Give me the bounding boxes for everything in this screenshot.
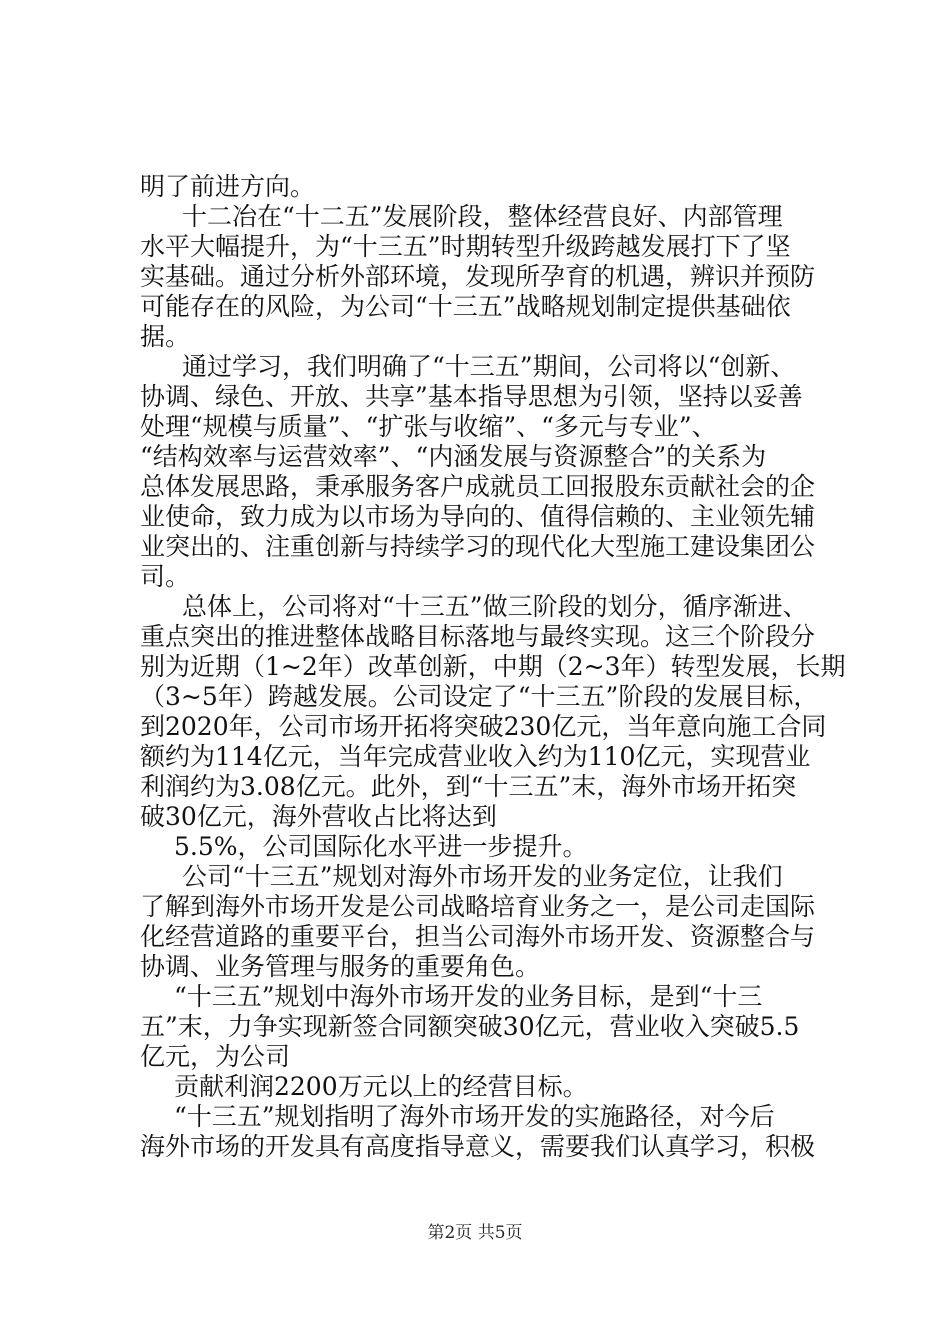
- paragraph-line: 业使命，致力成为以市场为导向的、值得信赖的、主业领先辅: [140, 502, 816, 531]
- paragraph-line: 贡献利润2200万元以上的经营目标。: [174, 1072, 588, 1101]
- paragraph-line: 可能存在的风险，为公司“十三五”战略规划制定提供基础依: [140, 292, 791, 321]
- paragraph-line: 通过学习，我们明确了“十三五”期间，公司将以“创新、: [182, 352, 796, 381]
- paragraph-line: 别为近期（1~2年）改革创新，中期（2~3年）转型发展，长期: [140, 652, 846, 681]
- paragraph-line: 亿元，为公司: [140, 1042, 291, 1071]
- paragraph-line: “十三五”规划指明了海外市场开发的实施路径，对今后: [174, 1102, 775, 1131]
- paragraph-line: 海外市场的开发具有高度指导意义，需要我们认真学习，积极: [140, 1132, 816, 1161]
- paragraph-line: 公司“十三五”规划对海外市场开发的业务定位，让我们: [182, 862, 783, 891]
- paragraph-line: 了解到海外市场开发是公司战略培育业务之一，是公司走国际: [140, 892, 816, 921]
- paragraph-line: 据。: [140, 322, 191, 351]
- paragraph-line: 总体上，公司将对“十三五”做三阶段的划分，循序渐进、: [182, 592, 808, 621]
- paragraph-line: 重点突出的推进整体战略目标落地与最终实现。这三个阶段分: [140, 622, 816, 651]
- paragraph-line: “结构效率与运营效率”、“内涵发展与资源整合”的关系为: [140, 442, 767, 471]
- paragraph-line: 到2020年，公司市场开拓将突破230亿元，当年意向施工合同: [140, 712, 827, 741]
- paragraph-line: “十三五”规划中海外市场开发的业务目标，是到“十三: [174, 982, 763, 1011]
- paragraph-line: 总体发展思路，秉承服务客户成就员工回报股东贡献社会的企: [140, 472, 816, 501]
- paragraph-line: 明了前进方向。: [140, 172, 316, 201]
- paragraph-line: 水平大幅提升，为“十三五”时期转型升级跨越发展打下了坚: [140, 232, 791, 261]
- paragraph-line: 五”末，力争实现新签合同额突破30亿元，营业收入突破5.5: [140, 1012, 800, 1041]
- paragraph-line: 业突出的、注重创新与持续学习的现代化大型施工建设集团公: [140, 532, 816, 561]
- paragraph-line: 5.5%，公司国际化水平进一步提升。: [174, 832, 588, 861]
- paragraph-line: （3~5年）跨越发展。公司设定了“十三五”阶段的发展目标，: [140, 682, 819, 711]
- paragraph-line: 额约为114亿元，当年完成营业收入约为110亿元，实现营业: [140, 742, 811, 771]
- paragraph-line: 协调、绿色、开放、共享”基本指导思想为引领，坚持以妥善: [140, 382, 803, 411]
- page-footer: 第2页 共5页: [427, 1223, 523, 1243]
- paragraph-line: 处理“规模与质量”、“扩张与收缩”、“多元与专业”、: [140, 412, 717, 441]
- paragraph-line: 实基础。通过分析外部环境，发现所孕育的机遇，辨识并预防: [140, 262, 816, 291]
- paragraph-line: 利润约为3.08亿元。此外，到“十三五”末，海外市场开拓突: [140, 772, 797, 801]
- paragraph-line: 十二冶在“十二五”发展阶段，整体经营良好、内部管理: [182, 202, 783, 231]
- paragraph-line: 司。: [140, 562, 191, 591]
- paragraph-line: 破30亿元，海外营收占比将达到: [140, 802, 497, 831]
- paragraph-line: 化经营道路的重要平台，担当公司海外市场开发、资源整合与: [140, 922, 816, 951]
- paragraph-line: 协调、业务管理与服务的重要角色。: [140, 952, 541, 981]
